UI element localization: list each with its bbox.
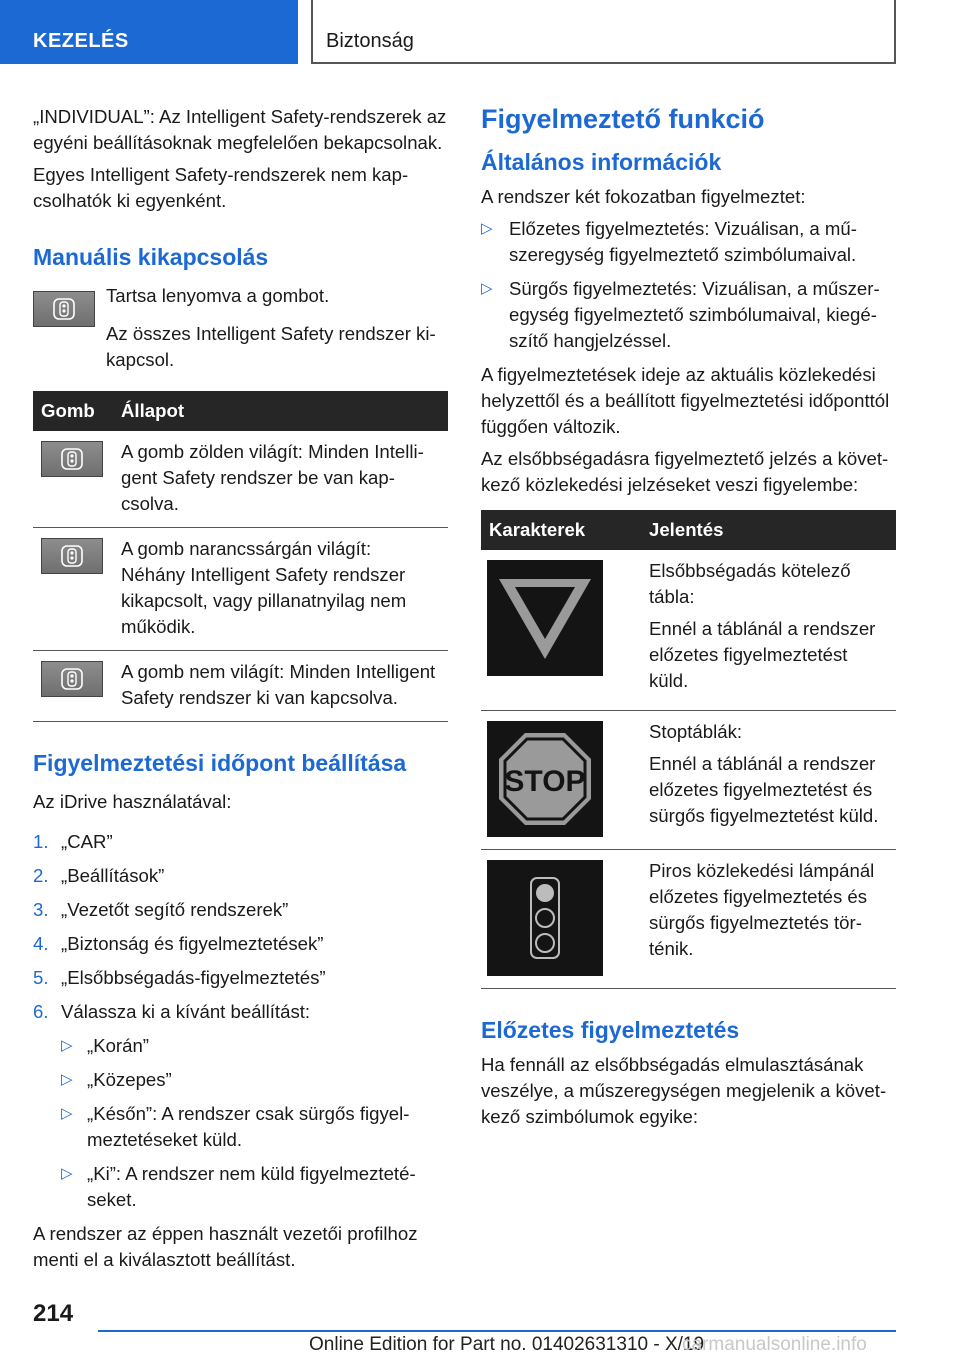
warning-levels <box>481 216 896 354</box>
general-info-intro: A rendszer két fokozatban figyelmeztet: <box>481 186 806 207</box>
bullet-triangle-icon: ▷ <box>481 280 493 297</box>
option-text: „Közepes” <box>87 1069 172 1090</box>
timing-paragraph: A figyelmeztetések ideje az aktuális közlekedési helyzettől és a beállított figyelmeztetési időponttól függően változik. <box>481 364 890 437</box>
list-item <box>33 897 448 923</box>
warning-time-intro: Az iDrive használatával: <box>33 791 232 812</box>
bullet-text: Előzetes figyelmeztetés: Vizuálisan, a műszeregység figyelmeztető szimbólumaival. <box>509 218 857 265</box>
warning-function-heading: Figyelmeztető funkció <box>481 104 765 134</box>
manual-off-heading: Manuális kikapcsolás <box>33 244 269 270</box>
bullet-triangle-icon: ▷ <box>61 1071 73 1088</box>
watermark-text: carmanualsonline.info <box>682 1334 867 1355</box>
meaning-title: Stoptáblák: <box>649 721 743 742</box>
list-item <box>61 1067 448 1093</box>
setting-options <box>61 1033 448 1213</box>
list-item <box>33 999 448 1213</box>
chapter-title: Biztonság <box>311 0 896 64</box>
table-cell-meaning <box>641 850 896 989</box>
yield-sign-icon <box>487 560 603 676</box>
stop-sign-text: STOP <box>504 765 586 798</box>
table-row <box>481 711 896 850</box>
status-orange: A gomb narancssárgán világít: Néhány Intelligent Safety rendszer kikapcsolt, vagy pillanatnyilag nem működik. <box>113 528 448 651</box>
intelligent-safety-button-icon <box>41 661 103 697</box>
list-item <box>481 216 896 268</box>
step-text: „Elsőbbségadás-figyelmeztetés” <box>61 967 326 988</box>
stop-sign-icon <box>487 721 603 837</box>
step-text: „Biztonság és figyelmeztetések” <box>61 933 324 954</box>
step-text: „Vezetőt segítő rendszerek” <box>61 899 289 920</box>
traffic-light-icon <box>487 860 603 976</box>
table-row <box>481 850 896 989</box>
list-item <box>481 276 896 354</box>
manual-off-result-text: Az összes Intelligent Safety rendszer kikapcsol. <box>106 323 436 370</box>
table-header-button: Gomb <box>33 391 113 431</box>
list-item <box>33 931 448 957</box>
footer-divider <box>98 1330 896 1332</box>
list-item <box>33 965 448 991</box>
button-status-table <box>33 391 448 722</box>
table-cell-icon <box>481 550 641 711</box>
table-row <box>481 550 896 711</box>
meaning-text: Piros közlekedési lámpánál előzetes figyelmeztetés és sürgős figyelmeztetés történik. <box>649 860 875 959</box>
traffic-signs-table <box>481 510 896 989</box>
table-cell-icon <box>33 431 113 528</box>
table-row <box>33 528 448 651</box>
list-item <box>33 863 448 889</box>
page-number: 214 <box>33 1300 74 1327</box>
manual-off-block <box>33 283 448 323</box>
table-cell-icon <box>33 651 113 722</box>
list-item <box>33 829 448 855</box>
idrive-steps <box>33 829 448 1213</box>
step-number: 1. <box>33 831 49 852</box>
meaning-text: Ennél a táblánál a rendszer előzetes figyelmeztetést és sürgős figyelmeztetést küld. <box>649 753 879 826</box>
option-text: „Korán” <box>87 1035 150 1056</box>
step-text: „CAR” <box>61 831 113 852</box>
table-cell-meaning <box>641 550 896 711</box>
step-number: 6. <box>33 1001 49 1022</box>
option-text: „Későn”: A rendszer csak sürgős figyelmeztetéseket küld. <box>87 1103 410 1150</box>
step-number: 5. <box>33 967 49 988</box>
table-cell-icon <box>33 528 113 651</box>
table-cell-icon <box>481 850 641 989</box>
table-cell-icon <box>481 711 641 850</box>
intro-paragraph-1: „INDIVIDUAL”: Az Intelligent Safety-rendszerek az egyéni beállításoknak megfelelően bekapcsolnak. <box>33 106 447 153</box>
table-row <box>33 651 448 722</box>
right-column <box>481 104 896 1136</box>
intelligent-safety-button-icon <box>41 441 103 477</box>
bullet-text: Sürgős figyelmeztetés: Vizuálisan, a műszeregység figyelmeztető szimbólumaival, kiegészítő hangjelzéssel. <box>509 278 880 351</box>
intro-paragraph-2: Egyes Intelligent Safety-rendszerek nem kapcsolhatók ki egyenként. <box>33 164 409 211</box>
step-number: 2. <box>33 865 49 886</box>
list-item <box>61 1161 448 1213</box>
pre-warning-paragraph: Ha fennáll az elsőbbségadás elmulasztásának veszélye, a műszeregységen megjelenik a következő szimbólumok egyike: <box>481 1054 887 1127</box>
section-tab[interactable]: KEZELÉS <box>0 0 298 64</box>
step-number: 3. <box>33 899 49 920</box>
bullet-triangle-icon: ▷ <box>61 1105 73 1122</box>
meaning-text: Ennél a táblánál a rendszer előzetes figyelmeztetést küld. <box>649 618 876 691</box>
left-column <box>33 104 448 1279</box>
table-header-signs: Karakterek <box>481 510 641 550</box>
signs-paragraph: Az elsőbbségadásra figyelmeztető jelzés a következő közlekedési jelzéseket veszi figyelembe: <box>481 448 889 495</box>
manual-off-step: Tartsa lenyomva a gombot. <box>106 285 330 306</box>
profile-note: A rendszer az éppen használt vezetői profilhoz menti el a kiválasztott beállítást. <box>33 1223 418 1270</box>
status-off: A gomb nem világít: Minden Intelligent Safety rendszer ki van kapcsolva. <box>113 651 448 722</box>
intelligent-safety-button-icon <box>41 538 103 574</box>
step-text: Válassza ki a kívánt beállítást: <box>61 1001 311 1022</box>
step-text: „Beállítások” <box>61 865 165 886</box>
table-cell-meaning <box>641 711 896 850</box>
bullet-triangle-icon: ▷ <box>61 1165 73 1182</box>
general-info-heading: Általános információk <box>481 149 722 175</box>
pre-warning-heading: Előzetes figyelmeztetés <box>481 1017 740 1043</box>
step-number: 4. <box>33 933 49 954</box>
bullet-triangle-icon: ▷ <box>61 1037 73 1054</box>
bullet-triangle-icon: ▷ <box>481 220 493 237</box>
status-green: A gomb zölden világít: Minden Intelligent Safety rendszer be van kapcsolva. <box>113 431 448 528</box>
meaning-title: Elsőbbségadás kötelező tábla: <box>649 560 851 607</box>
table-row <box>33 431 448 528</box>
manual-off-result <box>33 321 448 373</box>
intelligent-safety-button-icon <box>33 291 95 327</box>
list-item <box>61 1101 448 1153</box>
table-header-status: Állapot <box>113 391 448 431</box>
option-text: „Ki”: A rendszer nem küld figyelmeztetéseket. <box>87 1163 416 1210</box>
list-item <box>61 1033 448 1059</box>
table-header-meaning: Jelentés <box>641 510 896 550</box>
warning-time-heading: Figyelmeztetési időpont beállítása <box>33 750 407 776</box>
edition-text: Online Edition for Part no. 01402631310 - X/19 <box>309 1334 705 1355</box>
